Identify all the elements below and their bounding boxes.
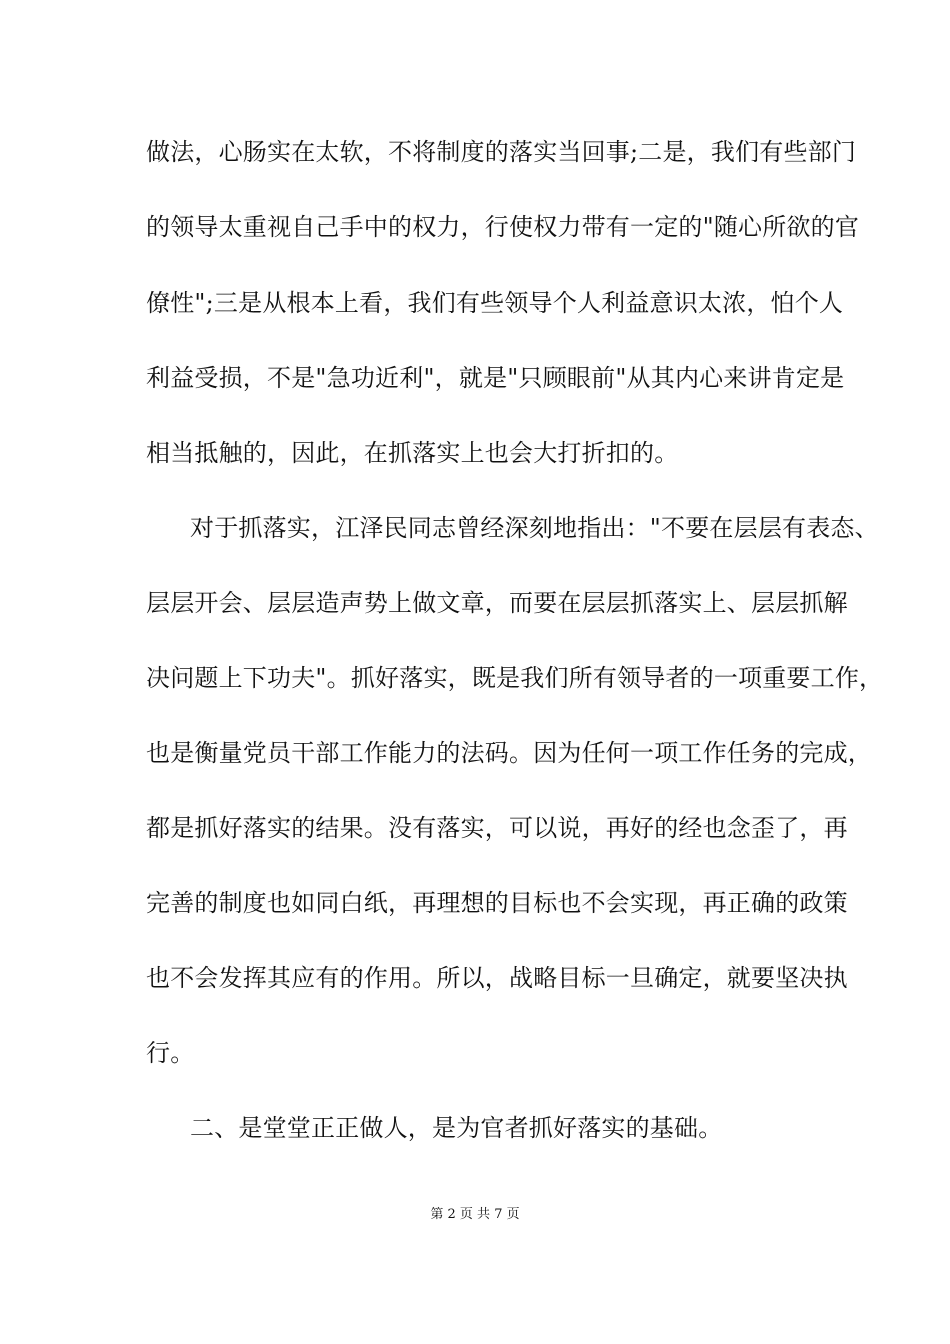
text-line: 都是抓好落实的结果。没有落实，可以说，再好的经也念歪了，再 (146, 814, 848, 842)
text-line: 僚性";三是从根本上看，我们有些领导个人利益意识太浓，怕个人 (146, 289, 844, 317)
text-line: 做法，心肠实在太软，不将制度的落实当回事;二是，我们有些部门 (146, 138, 857, 166)
text-line: 利益受损，不是"急功近利"，就是"只顾眼前"从其内心来讲肯定是 (146, 364, 845, 392)
text-line: 相当抵触的，因此，在抓落实上也会大打折扣的。 (146, 439, 679, 467)
section-heading: 二、是堂堂正正做人，是为官者抓好落实的基础。 (190, 1114, 723, 1142)
paragraph-start-line: 对于抓落实，江泽民同志曾经深刻地指出："不要在层层有表态、 (190, 514, 879, 542)
text-line: 也是衡量党员干部工作能力的法码。因为任何一项工作任务的完成， (146, 739, 872, 767)
text-line: 层层开会、层层造声势上做文章，而要在层层抓落实上、层层抓解 (146, 589, 848, 617)
text-line: 的领导太重视自己手中的权力，行使权力带有一定的"随心所欲的官 (146, 213, 860, 241)
text-line: 也不会发挥其应有的作用。所以，战略目标一旦确定，就要坚决执 (146, 964, 848, 992)
text-line: 行。 (146, 1039, 195, 1067)
page-number: 第 2 页 共 7 页 (430, 1207, 520, 1222)
text-line: 决问题上下功夫"。抓好落实，既是我们所有领导者的一项重要工作， (146, 664, 884, 692)
text-line: 完善的制度也如同白纸，再理想的目标也不会实现，再正确的政策 (146, 889, 848, 917)
